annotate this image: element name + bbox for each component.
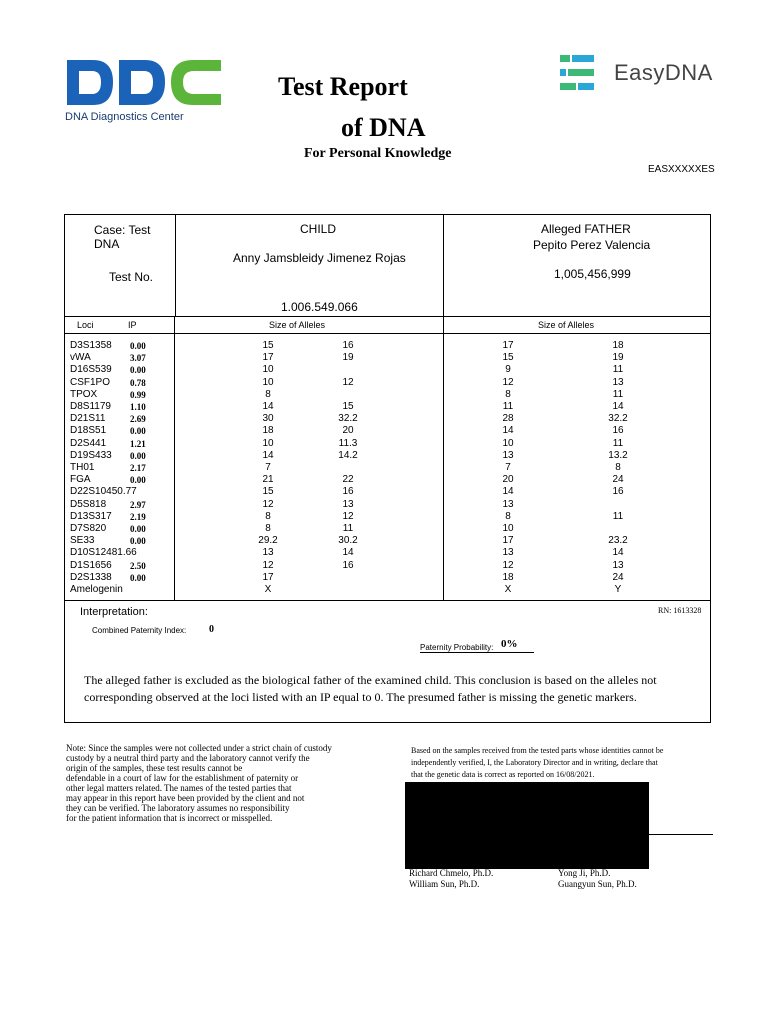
child-allele-1: 17 (262, 571, 274, 583)
declaration-line: independently verified, I, the Laboratory Director and in writing, declare that (411, 758, 658, 767)
ip-value: 0.00 (130, 524, 146, 534)
child-allele-2: 16 (342, 559, 354, 571)
ddc-logo-caption: DNA Diagnostics Center (65, 110, 223, 125)
locus-name: TH01 (70, 462, 95, 473)
child-allele-1: 13 (262, 547, 274, 559)
child-allele-2: 13 (342, 498, 354, 510)
father-alleles-header: Size of Alleles (538, 320, 595, 330)
redacted-signature-block (405, 782, 649, 869)
ip-value: 2.17 (130, 463, 146, 473)
child-allele-1: 18 (262, 425, 274, 437)
father-allele-1: 8 (505, 510, 511, 522)
child-allele-2: 14 (342, 547, 354, 559)
cpi-label: Combined Paternity Index: (92, 626, 187, 635)
child-allele-2: 16 (342, 486, 354, 498)
signatory-william-sun: William Sun, Ph.D. (409, 879, 480, 889)
report-title-line1: Test Report (278, 72, 408, 101)
child-allele-2: 12 (342, 510, 354, 522)
father-allele-2: 32.2 (608, 413, 628, 425)
child-allele-1: X (264, 584, 272, 595)
locus-name: D2S441 (70, 437, 107, 449)
father-allele-1: 12 (502, 376, 514, 388)
child-allele-1: 30 (262, 413, 274, 425)
father-allele-2: 16 (612, 486, 624, 498)
locus-name: D22S10450.77 (70, 486, 137, 498)
child-allele-1: 8 (265, 388, 271, 400)
father-allele-1: 17 (502, 340, 514, 351)
father-allele-1: 8 (505, 388, 511, 400)
director-declaration (411, 745, 711, 781)
locus-name: D8S1179 (70, 401, 111, 412)
signatory-guangyun-sun: Guangyun Sun, Ph.D. (558, 879, 637, 889)
divider-line (64, 600, 711, 601)
ip-value: 1.21 (130, 438, 146, 449)
ip-value: 3.07 (130, 353, 146, 364)
father-allele-2: 14 (612, 401, 624, 412)
report-subtitle: For Personal Knowledge (304, 146, 452, 161)
ip-value: 0.00 (130, 341, 146, 351)
father-allele-2: 8 (615, 462, 621, 473)
child-alleles-header: Size of Alleles (269, 320, 326, 330)
report-title-line2: of DNA (341, 113, 426, 142)
child-id-number: 1.006.549.066 (281, 300, 358, 314)
father-allele-2: 13 (612, 376, 624, 388)
child-allele-1: 15 (262, 486, 274, 498)
locus-name: D5S818 (70, 498, 107, 510)
rn-number: RN: 1613328 (658, 606, 702, 615)
father-allele-1: 12 (502, 559, 514, 571)
child-allele-2: 15 (342, 401, 354, 412)
signatory-richard-chmelo: Richard Chmelo, Ph.D. (409, 868, 494, 878)
father-name: Pepito Perez Valencia (533, 238, 651, 252)
child-allele-1: 10 (262, 364, 274, 376)
father-allele-2: 11 (612, 364, 624, 376)
father-allele-2: 23.2 (608, 535, 628, 547)
note-line: for the patient information that is incorrect or misspelled. (66, 813, 273, 823)
father-allele-1: 10 (502, 437, 514, 449)
test-no-label: Test No. (109, 270, 154, 284)
child-allele-1: 29.2 (258, 535, 278, 547)
conclusion-line-2: corresponding observed at the loci listed with an IP equal to 0. The presumed father is missing the genetic markers. (84, 690, 637, 704)
note-line: they can be verified. The laboratory assumes no responsibility (66, 803, 290, 813)
father-allele-1: 7 (505, 462, 511, 473)
child-allele-1: 14 (262, 401, 274, 412)
father-allele-2: 11 (612, 510, 624, 522)
father-allele-2: 19 (612, 352, 624, 364)
father-allele-1: 9 (505, 364, 511, 376)
ip-value: 0.00 (130, 475, 146, 486)
divider-line (64, 333, 711, 334)
child-allele-1: 14 (262, 449, 274, 461)
father-allele-1: 13 (502, 547, 514, 559)
father-allele-2: 11 (612, 388, 624, 400)
child-allele-2: 20 (342, 425, 354, 437)
divider-line (443, 214, 444, 601)
ip-value: 0.99 (130, 389, 146, 400)
cpi-value: 0 (209, 624, 214, 635)
interpretation-label: Interpretation: (80, 606, 148, 618)
ip-value: 0.00 (130, 450, 146, 461)
child-allele-1: 17 (262, 352, 274, 364)
ip-value: 0.00 (130, 426, 146, 437)
probability-value: 0% (501, 638, 518, 650)
child-allele-2: 16 (342, 340, 354, 351)
ip-value: 2.19 (130, 511, 146, 522)
disclaimer-note (66, 743, 366, 823)
father-allele-2: 24 (612, 571, 624, 583)
child-allele-2: 32.2 (338, 413, 358, 425)
declaration-line: Based on the samples received from the tested parts whose identities cannot be (411, 746, 664, 755)
locus-name: TPOX (70, 388, 98, 400)
child-allele-1: 21 (262, 474, 274, 486)
locus-name: D7S820 (70, 523, 107, 534)
divider-line (175, 214, 176, 317)
divider-line (174, 316, 175, 601)
father-allele-1: 13 (502, 498, 514, 510)
easydna-logo-icon (560, 55, 596, 91)
father-allele-2: 13 (612, 559, 624, 571)
ip-value: 2.69 (130, 414, 146, 425)
child-allele-2: 11.3 (338, 437, 358, 449)
father-allele-1: 17 (502, 535, 514, 547)
father-allele-1: 14 (502, 425, 514, 437)
child-allele-2: 12 (342, 376, 354, 388)
ip-value: 0.00 (130, 536, 146, 547)
father-allele-1: 18 (502, 571, 514, 583)
ip-column-header: IP (128, 320, 137, 330)
locus-name: D2S1338 (70, 571, 112, 583)
child-allele-1: 15 (262, 340, 274, 351)
divider-line (64, 316, 711, 317)
child-allele-1: 8 (265, 523, 271, 534)
father-allele-1: 14 (502, 486, 514, 498)
child-allele-1: 10 (262, 376, 274, 388)
locus-name: D19S433 (70, 449, 112, 461)
locus-name: D10S12481.66 (70, 547, 137, 559)
child-allele-2: 11 (342, 523, 354, 534)
child-allele-1: 8 (265, 510, 271, 522)
ip-value: 0.78 (130, 377, 146, 388)
locus-name: D1S1656 (70, 559, 112, 571)
child-allele-1: 12 (262, 559, 274, 571)
signature-line (640, 834, 713, 835)
child-allele-2: 22 (342, 474, 354, 486)
child-allele-1: 10 (262, 437, 274, 449)
father-allele-1: 11 (502, 401, 514, 412)
locus-name: SE33 (70, 535, 95, 547)
locus-name: vWA (70, 352, 91, 364)
locus-name: D3S1358 (70, 340, 112, 351)
report-code: EASXXXXXES (648, 164, 715, 175)
note-line: defendable in a court of law for the establishment of paternity or (66, 773, 299, 783)
note-line: may appear in this report have been provided by the client and not (66, 793, 305, 803)
child-name: Anny Jamsbleidy Jimenez Rojas (233, 251, 406, 265)
father-id-number: 1,005,456,999 (554, 267, 631, 281)
easydna-brand: EasyDNA (614, 60, 713, 85)
probability-label: Paternity Probability: (420, 643, 494, 652)
child-heading: CHILD (300, 222, 337, 236)
locus-name: CSF1PO (70, 376, 111, 388)
father-allele-2: Y (614, 584, 622, 595)
father-allele-2: 18 (612, 340, 624, 351)
locus-name: D16S539 (70, 364, 112, 376)
father-allele-1: 10 (502, 523, 514, 534)
signatory-yong-ji: Yong Ji, Ph.D. (558, 868, 611, 878)
declaration-line: that the genetic data is correct as reported on 16/08/2021. (411, 770, 595, 779)
locus-name: D13S317 (70, 510, 112, 522)
note-line: custody by a neutral third party and the laboratory cannot verify the (66, 753, 310, 763)
locus-name: Amelogenin (70, 584, 123, 595)
locus-name: D21S11 (70, 413, 106, 425)
ip-value: 0.00 (130, 365, 146, 376)
case-label: Case: Test (94, 223, 151, 237)
father-allele-1: X (504, 584, 512, 595)
case-label-dna: DNA (94, 237, 120, 251)
ip-value: 2.97 (130, 499, 146, 510)
father-allele-1: 20 (502, 474, 514, 486)
father-allele-1: 15 (502, 352, 514, 364)
father-allele-2: 13.2 (608, 449, 628, 461)
father-allele-2: 16 (612, 425, 624, 437)
locus-name: D18S51 (70, 425, 107, 437)
father-allele-1: 28 (502, 413, 514, 425)
father-allele-2: 11 (612, 437, 624, 449)
conclusion-line-1: The alleged father is excluded as the biological father of the examined child. This conclusion is based on the alleles not (84, 673, 657, 687)
note-line: Note: Since the samples were not collected under a strict chain of custody (66, 743, 332, 753)
father-heading: Alleged FATHER (541, 222, 631, 236)
child-allele-1: 7 (265, 462, 271, 473)
locus-name: FGA (70, 474, 91, 486)
father-allele-1: 13 (502, 449, 514, 461)
child-allele-1: 12 (262, 498, 274, 510)
ip-value: 1.10 (130, 402, 146, 412)
father-allele-2: 24 (612, 474, 624, 486)
ip-value: 0.00 (130, 572, 146, 583)
child-allele-2: 14.2 (338, 449, 358, 461)
note-line: origin of the samples, these test results cannot be (66, 763, 243, 773)
ip-value: 2.50 (130, 560, 146, 571)
note-line: other legal matters related. The names of the tested parties that (66, 783, 292, 793)
father-allele-2: 14 (612, 547, 624, 559)
child-allele-2: 19 (342, 352, 354, 364)
loci-column-header: Loci (77, 320, 94, 330)
child-allele-2: 30.2 (338, 535, 358, 547)
